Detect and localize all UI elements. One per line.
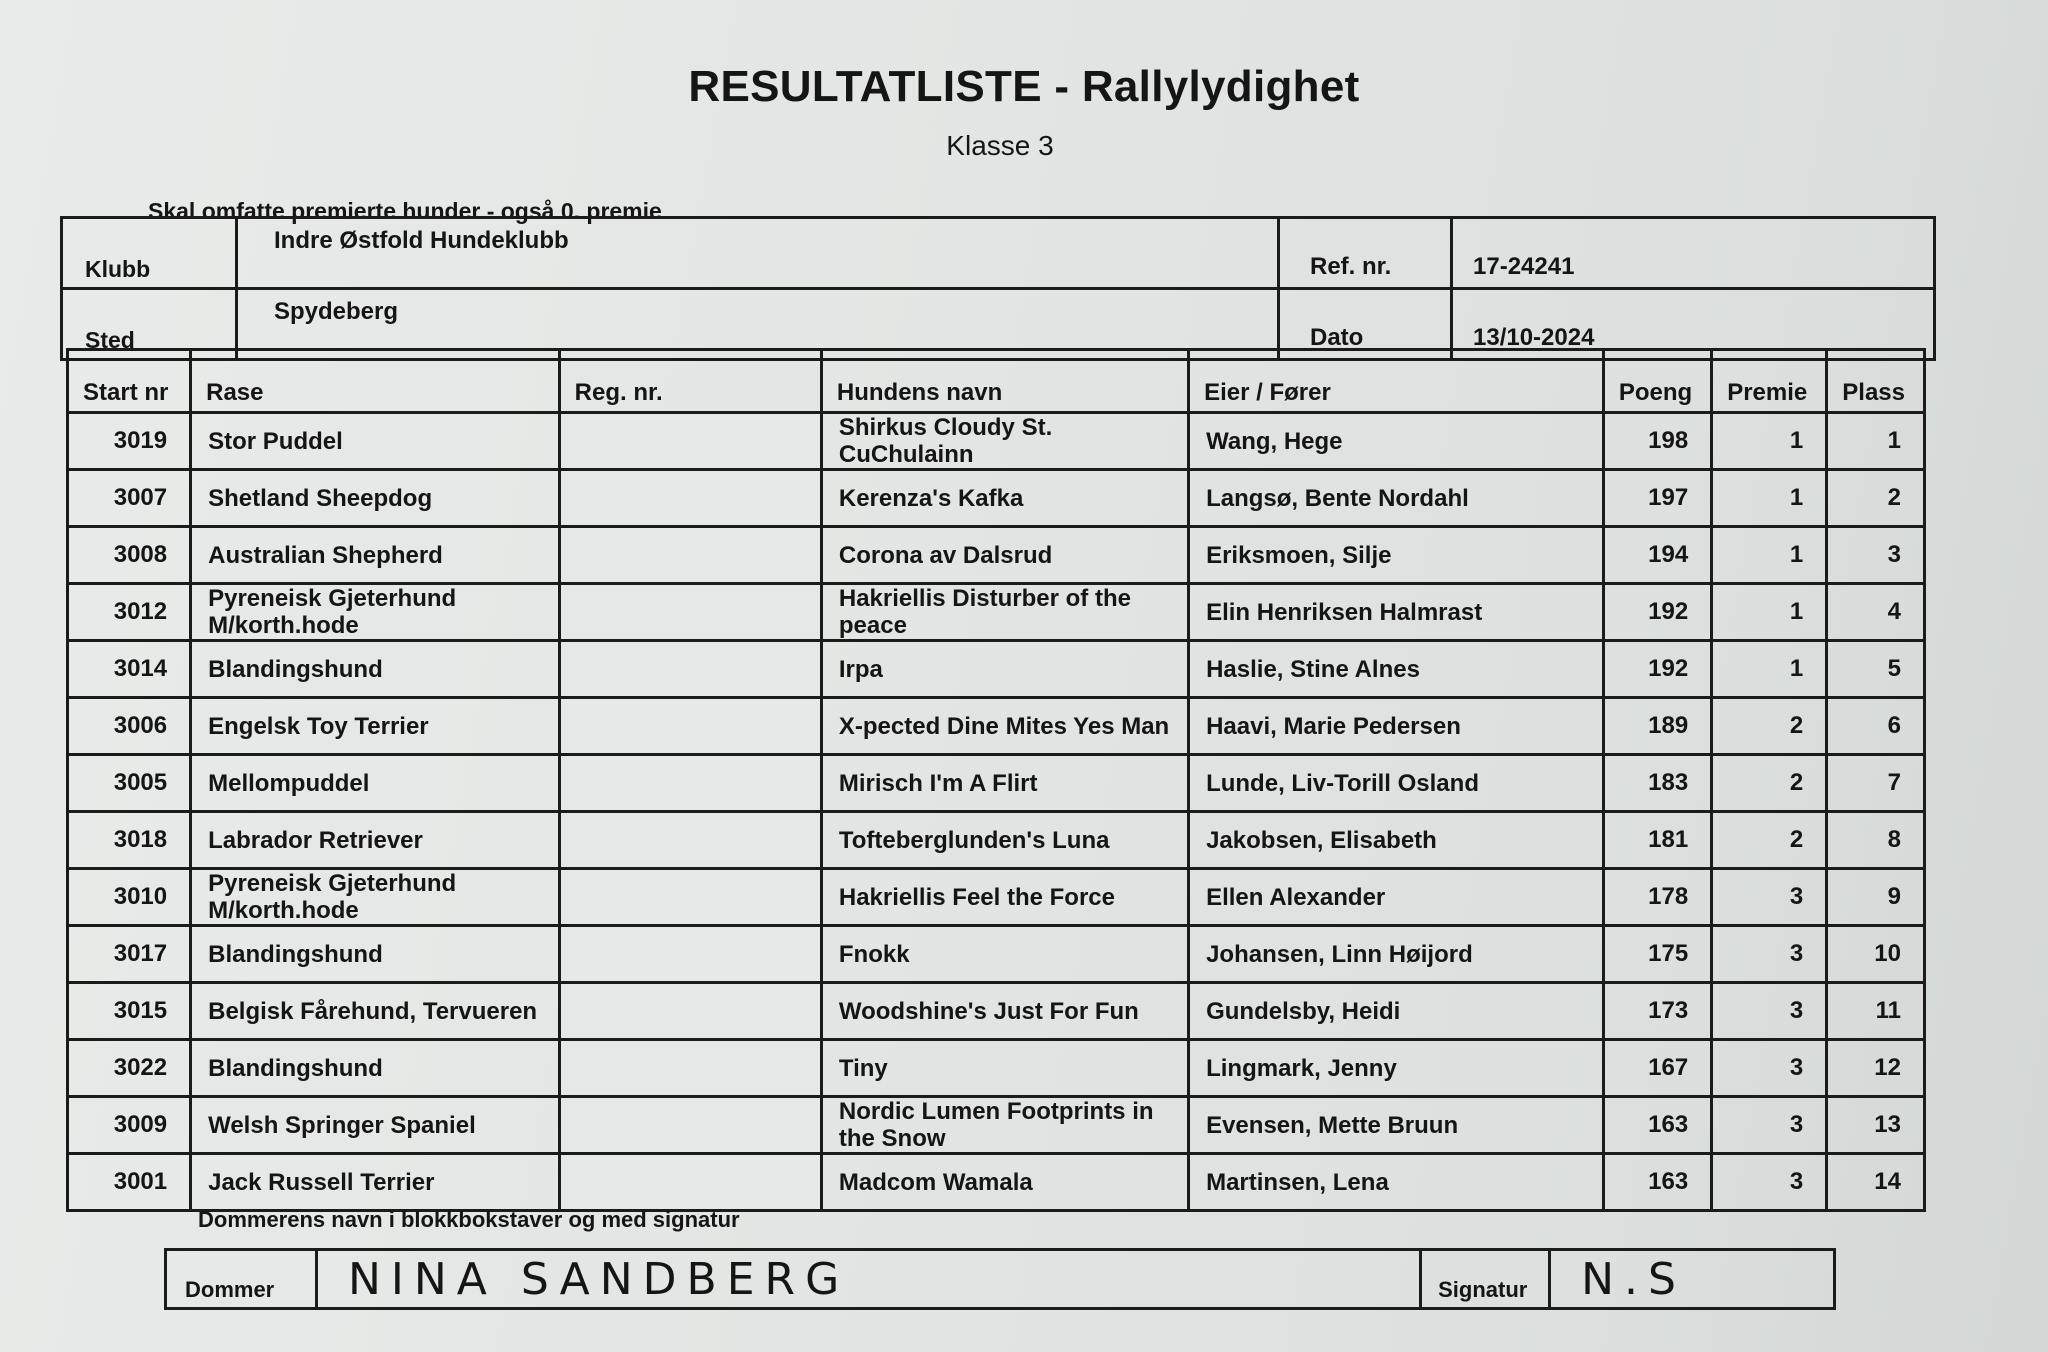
place-cell: 1 (1827, 413, 1925, 470)
table-row (68, 1097, 1925, 1154)
owner-cell: Lunde, Liv-Torill Osland (1189, 755, 1604, 812)
col-dog-name: Hundens navn (821, 350, 1188, 413)
reg-nr-cell (559, 641, 821, 698)
prize-cell: 2 (1712, 812, 1827, 869)
place-value: Spydeberg (237, 289, 1279, 360)
reg-nr-cell (559, 413, 821, 470)
club-value: Indre Østfold Hundeklubb (237, 218, 1279, 289)
start-nr-cell: 3017 (68, 926, 191, 983)
prize-cell: 3 (1712, 1154, 1827, 1211)
reg-nr-cell (559, 983, 821, 1040)
start-nr-cell: 3019 (68, 413, 191, 470)
col-owner: Eier / Fører (1189, 350, 1604, 413)
start-nr-cell: 3009 (68, 1097, 191, 1154)
judge-table (164, 1248, 1836, 1310)
owner-cell: Wang, Hege (1189, 413, 1604, 470)
dog-name-cell: Shirkus Cloudy St. CuChulainn (821, 413, 1188, 470)
breed-cell: Labrador Retriever (191, 812, 560, 869)
start-nr-cell: 3022 (68, 1040, 191, 1097)
reg-nr-cell (559, 470, 821, 527)
prize-cell: 2 (1712, 755, 1827, 812)
results-header-row (68, 350, 1925, 413)
table-row (68, 983, 1925, 1040)
prize-cell: 3 (1712, 1040, 1827, 1097)
prize-cell: 3 (1712, 983, 1827, 1040)
place-cell: 5 (1827, 641, 1925, 698)
table-row (68, 1154, 1925, 1211)
dog-name-cell: Tofteberglunden's Luna (821, 812, 1188, 869)
signature-label: Signatur (1421, 1250, 1550, 1309)
prize-cell: 2 (1712, 698, 1827, 755)
breed-cell: Blandingshund (191, 1040, 560, 1097)
owner-cell: Haslie, Stine Alnes (1189, 641, 1604, 698)
start-nr-cell: 3010 (68, 869, 191, 926)
col-points: Poeng (1603, 350, 1711, 413)
judge-name: NINA SANDBERG (317, 1250, 1421, 1309)
table-row (68, 1040, 1925, 1097)
prize-cell: 3 (1712, 926, 1827, 983)
table-row (68, 698, 1925, 755)
dog-name-cell: Hakriellis Disturber of the peace (821, 584, 1188, 641)
dog-name-cell: Mirisch I'm A Flirt (821, 755, 1188, 812)
owner-cell: Gundelsby, Heidi (1189, 983, 1604, 1040)
prize-cell: 1 (1712, 413, 1827, 470)
place-cell: 11 (1827, 983, 1925, 1040)
points-cell: 173 (1603, 983, 1711, 1040)
points-cell: 192 (1603, 641, 1711, 698)
breed-cell: Mellompuddel (191, 755, 560, 812)
prize-cell: 1 (1712, 470, 1827, 527)
start-nr-cell: 3018 (68, 812, 191, 869)
place-cell: 7 (1827, 755, 1925, 812)
table-row (68, 413, 1925, 470)
col-place: Plass (1827, 350, 1925, 413)
points-cell: 197 (1603, 470, 1711, 527)
breed-cell: Pyreneisk Gjeterhund M/korth.hode (191, 584, 560, 641)
owner-cell: Haavi, Marie Pedersen (1189, 698, 1604, 755)
dog-name-cell: Nordic Lumen Footprints in the Snow (821, 1097, 1188, 1154)
judge-signature: N.S (1550, 1250, 1835, 1309)
prize-cell: 3 (1712, 869, 1827, 926)
prize-cell: 1 (1712, 584, 1827, 641)
table-row (68, 641, 1925, 698)
judge-instruction: Dommerens navn i blokkbokstaver og med signatur (198, 1207, 740, 1232)
table-row (68, 470, 1925, 527)
points-cell: 163 (1603, 1154, 1711, 1211)
dog-name-cell: Fnokk (821, 926, 1188, 983)
results-body (68, 413, 1925, 1211)
points-cell: 167 (1603, 1040, 1711, 1097)
start-nr-cell: 3015 (68, 983, 191, 1040)
place-cell: 4 (1827, 584, 1925, 641)
start-nr-cell: 3008 (68, 527, 191, 584)
col-prize: Premie (1712, 350, 1827, 413)
breed-cell: Australian Shepherd (191, 527, 560, 584)
prize-cell: 1 (1712, 641, 1827, 698)
table-row (68, 527, 1925, 584)
reg-nr-cell (559, 869, 821, 926)
instruction-note: Skal omfatte premierte hunder - også 0. premie (148, 198, 662, 224)
start-nr-cell: 3014 (68, 641, 191, 698)
dog-name-cell: Corona av Dalsrud (821, 527, 1188, 584)
breed-cell: Engelsk Toy Terrier (191, 698, 560, 755)
place-cell: 6 (1827, 698, 1925, 755)
col-reg-nr: Reg. nr. (559, 350, 821, 413)
class-subtitle: Klasse 3 (946, 130, 1054, 161)
points-cell: 183 (1603, 755, 1711, 812)
points-cell: 178 (1603, 869, 1711, 926)
points-cell: 192 (1603, 584, 1711, 641)
ref-value: 17-24241 (1452, 218, 1935, 289)
table-row (68, 755, 1925, 812)
owner-cell: Lingmark, Jenny (1189, 1040, 1604, 1097)
place-cell: 8 (1827, 812, 1925, 869)
owner-cell: Eriksmoen, Silje (1189, 527, 1604, 584)
reg-nr-cell (559, 755, 821, 812)
place-cell: 3 (1827, 527, 1925, 584)
page-title: RESULTATLISTE - Rallylydighet (688, 62, 1360, 111)
points-cell: 175 (1603, 926, 1711, 983)
dog-name-cell: Hakriellis Feel the Force (821, 869, 1188, 926)
col-breed: Rase (191, 350, 560, 413)
table-row (68, 584, 1925, 641)
dog-name-cell: Tiny (821, 1040, 1188, 1097)
points-cell: 189 (1603, 698, 1711, 755)
breed-cell: Stor Puddel (191, 413, 560, 470)
results-table (66, 348, 1926, 1212)
dog-name-cell: X-pected Dine Mites Yes Man (821, 698, 1188, 755)
reg-nr-cell (559, 698, 821, 755)
breed-cell: Blandingshund (191, 641, 560, 698)
breed-cell: Jack Russell Terrier (191, 1154, 560, 1211)
event-info-table (60, 216, 1936, 361)
place-cell: 13 (1827, 1097, 1925, 1154)
reg-nr-cell (559, 1040, 821, 1097)
place-cell: 2 (1827, 470, 1925, 527)
table-row (68, 812, 1925, 869)
owner-cell: Langsø, Bente Nordahl (1189, 470, 1604, 527)
prize-cell: 1 (1712, 527, 1827, 584)
start-nr-cell: 3006 (68, 698, 191, 755)
dog-name-cell: Kerenza's Kafka (821, 470, 1188, 527)
start-nr-cell: 3005 (68, 755, 191, 812)
breed-cell: Welsh Springer Spaniel (191, 1097, 560, 1154)
reg-nr-cell (559, 527, 821, 584)
col-start-nr: Start nr (68, 350, 191, 413)
reg-nr-cell (559, 1154, 821, 1211)
place-label: Sted (62, 289, 237, 360)
breed-cell: Belgisk Fårehund, Tervueren (191, 983, 560, 1040)
breed-cell: Shetland Sheepdog (191, 470, 560, 527)
club-label: Klubb (62, 218, 237, 289)
owner-cell: Jakobsen, Elisabeth (1189, 812, 1604, 869)
dog-name-cell: Irpa (821, 641, 1188, 698)
dog-name-cell: Woodshine's Just For Fun (821, 983, 1188, 1040)
prize-cell: 3 (1712, 1097, 1827, 1154)
reg-nr-cell (559, 812, 821, 869)
date-value: 13/10-2024 (1452, 289, 1935, 360)
club-row (62, 218, 1935, 289)
dog-name-cell: Madcom Wamala (821, 1154, 1188, 1211)
points-cell: 181 (1603, 812, 1711, 869)
owner-cell: Elin Henriksen Halmrast (1189, 584, 1604, 641)
start-nr-cell: 3007 (68, 470, 191, 527)
owner-cell: Evensen, Mette Bruun (1189, 1097, 1604, 1154)
reg-nr-cell (559, 1097, 821, 1154)
owner-cell: Ellen Alexander (1189, 869, 1604, 926)
points-cell: 198 (1603, 413, 1711, 470)
table-row (68, 926, 1925, 983)
owner-cell: Johansen, Linn Høijord (1189, 926, 1604, 983)
place-cell: 14 (1827, 1154, 1925, 1211)
place-cell: 9 (1827, 869, 1925, 926)
judge-row (166, 1250, 1835, 1309)
date-label: Dato (1279, 289, 1452, 360)
owner-cell: Martinsen, Lena (1189, 1154, 1604, 1211)
points-cell: 194 (1603, 527, 1711, 584)
place-cell: 12 (1827, 1040, 1925, 1097)
reg-nr-cell (559, 584, 821, 641)
table-row (68, 869, 1925, 926)
breed-cell: Pyreneisk Gjeterhund M/korth.hode (191, 869, 560, 926)
start-nr-cell: 3012 (68, 584, 191, 641)
place-cell: 10 (1827, 926, 1925, 983)
ref-label: Ref. nr. (1279, 218, 1452, 289)
breed-cell: Blandingshund (191, 926, 560, 983)
judge-label: Dommer (166, 1250, 317, 1309)
reg-nr-cell (559, 926, 821, 983)
points-cell: 163 (1603, 1097, 1711, 1154)
start-nr-cell: 3001 (68, 1154, 191, 1211)
